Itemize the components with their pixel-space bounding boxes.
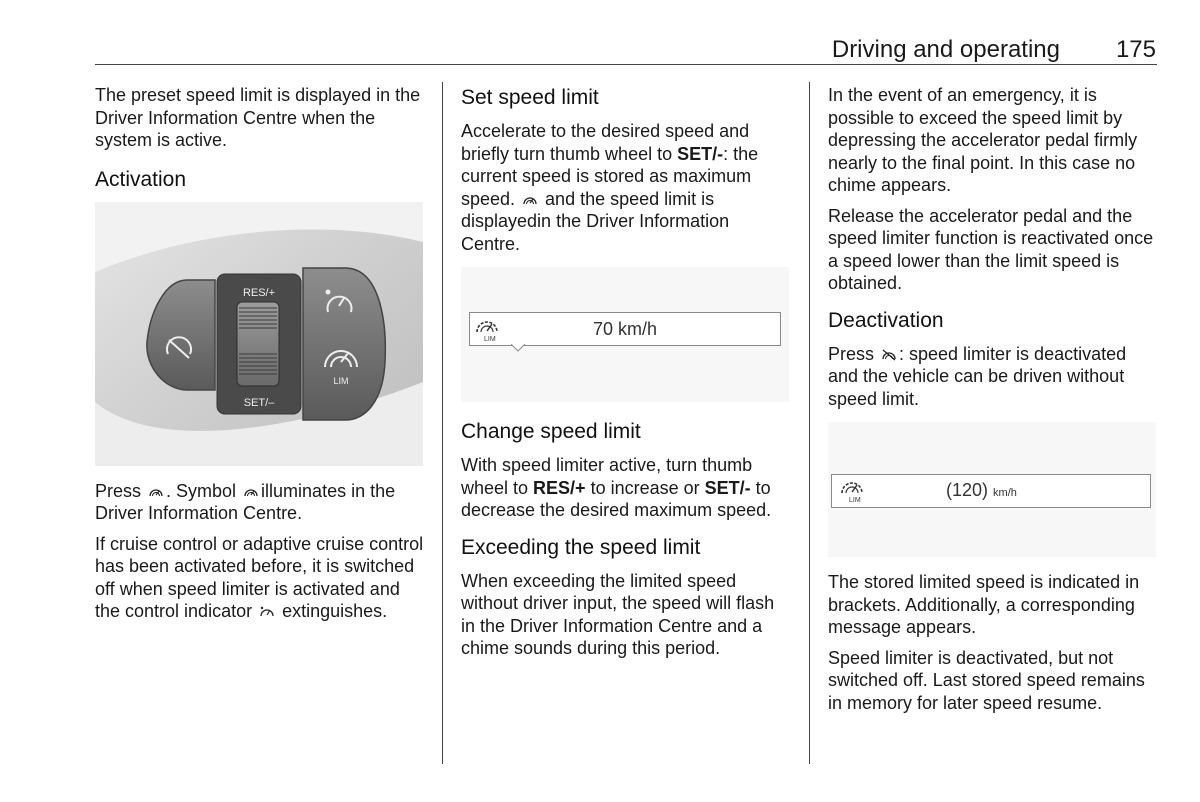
display-pointer (511, 344, 525, 352)
figure-lim-label: LIM (333, 375, 349, 386)
display-speed-value: 70 km/h (593, 319, 658, 339)
speed-limiter-icon (522, 193, 538, 207)
svg-text:LIM: LIM (849, 497, 861, 503)
intro-paragraph: The preset speed limit is displayed in the Driver Information Centre when the system is active. (95, 85, 421, 150)
running-header-title: Driving and operating (831, 36, 1060, 63)
stored-speed-display-figure (828, 422, 1156, 557)
page-number: 175 (1115, 36, 1156, 63)
figure-res-label: RES/+ (242, 286, 276, 299)
change-speed-paragraph: With speed limiter active, turn thumb wheel to RES/+ to increase or SET/- to decrease the desired maximum speed. (461, 455, 772, 520)
activation-paragraph: Press . Symbol illuminates in the Driver Information Centre. (95, 480, 396, 523)
deactivation-paragraph: Press : speed limiter is deactivated and the vehicle can be driven without speed limit. (828, 343, 1127, 409)
emergency-paragraph: In the event of an emergency, it is possible to exceed the speed limit by depressing the accelerator pedal firmly nearly to the final point. In this case no chime appears. (828, 85, 1138, 195)
set-speed-paragraph: Accelerate to the desired speed and briefly turn thumb wheel to SET/-: the current speed is stored as maximum speed. and the speed limit is displayedin the Driver Information Centre. (461, 121, 759, 254)
heading-set-speed-limit: Set speed limit (461, 86, 599, 109)
svg-text:LIM: LIM (484, 336, 496, 342)
heading-change-speed-limit: Change speed limit (461, 420, 641, 443)
column-3 (828, 84, 1160, 722)
speed-limiter-icon (243, 485, 259, 499)
stored-speed-value: (120) (946, 480, 989, 500)
column-divider-1 (442, 82, 443, 764)
heading-exceeding-speed-limit: Exceeding the speed limit (461, 535, 701, 559)
not-switched-off-paragraph: Speed limiter is deactivated, but not switched off. Last stored speed remains in memory for later speed resume. (828, 647, 1145, 713)
lim-icon (838, 477, 868, 503)
header-rule (95, 64, 1157, 65)
heading-activation: Activation (95, 167, 187, 191)
column-1 (95, 84, 427, 631)
column-2 (461, 84, 793, 668)
heading-deactivation: Deactivation (828, 308, 944, 332)
display-stored-speed (946, 480, 1017, 501)
figure-set-label: SET/– (243, 396, 275, 409)
exceeding-paragraph: When exceeding the limited speed without driver input, the speed will flash in the Driver Information Centre and a chime sounds during this period. (461, 570, 775, 658)
release-pedal-paragraph: Release the accelerator pedal and the speed limiter function is reactivated once a speed lower than the limit speed is obtained. (828, 205, 1154, 293)
speed-limit-display-figure (461, 267, 789, 402)
cruise-control-paragraph: If cruise control or adaptive cruise control has been activated before, it is switched off when speed limiter is activated and the control indicator extinguishes. (95, 533, 424, 621)
speed-unit: km/h (993, 487, 1017, 499)
lim-icon (473, 316, 503, 342)
steering-wheel-controls-figure (95, 202, 423, 466)
column-divider-2 (809, 82, 810, 764)
speed-limiter-icon (148, 485, 164, 499)
cruise-control-indicator-icon (259, 605, 275, 619)
stored-speed-paragraph: The stored limited speed is indicated in brackets. Additionally, a corresponding message appears. (828, 572, 1140, 637)
speed-limiter-off-icon (881, 348, 897, 362)
